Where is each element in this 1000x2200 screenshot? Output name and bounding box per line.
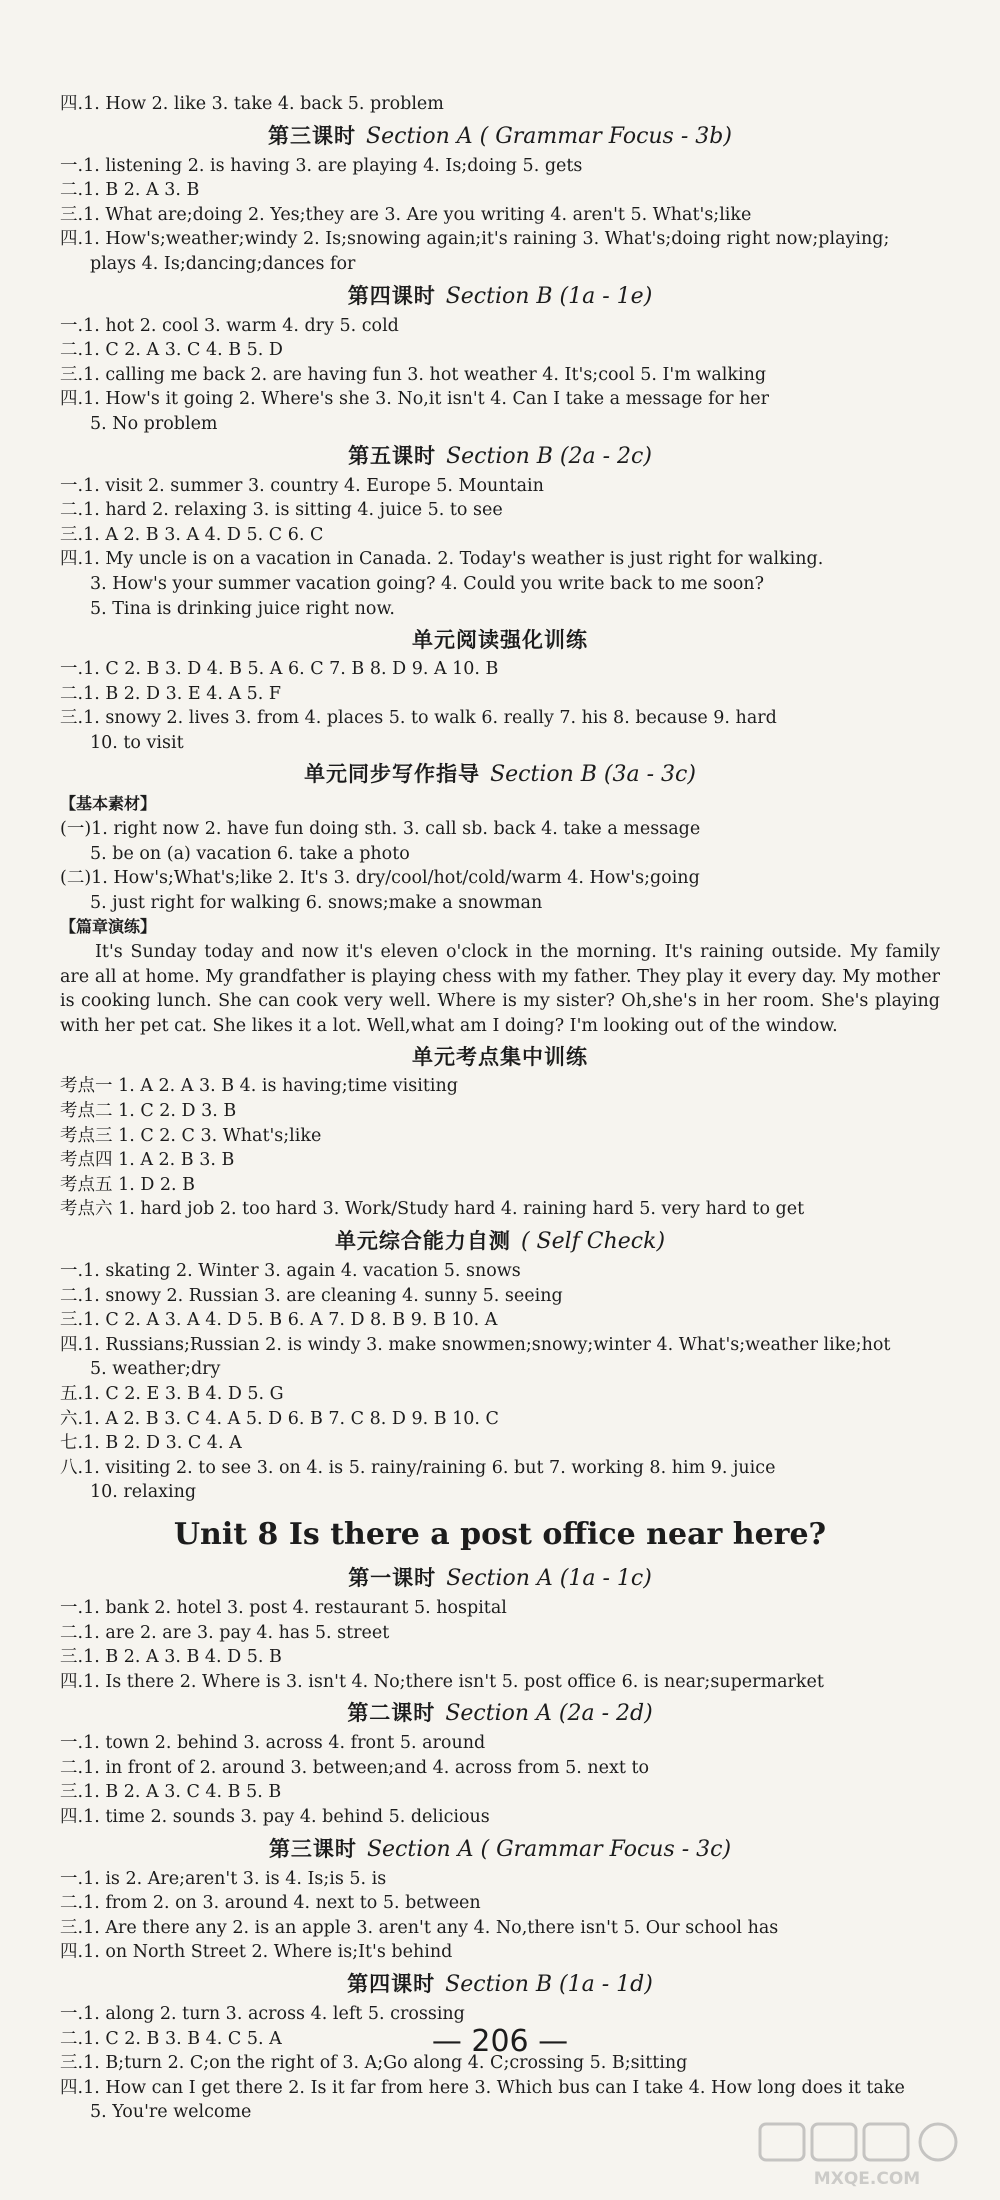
section-heading-zh: 第四课时 (347, 1972, 436, 1997)
answer-line-continued: 5. weather;dry (90, 1359, 221, 1380)
answer-line: 二.1. hard 2. relaxing 3. is sitting 4. juice 5. to see (60, 500, 503, 521)
watermark-logo (752, 2118, 982, 2192)
answer-line: 一.1. town 2. behind 3. across 4. front 5. around (60, 1733, 486, 1754)
answer-line: 七.1. B 2. D 3. C 4. A (60, 1433, 242, 1454)
answer-line: 二.1. C 2. A 3. C 4. B 5. D (60, 340, 283, 361)
section-heading (60, 1561, 940, 1596)
answer-line: 三.1. A 2. B 3. A 4. D 5. C 6. C (60, 524, 324, 545)
answer-line: 四.1. How can I get there 2. Is it far from here 3. Which bus can I take 4. How long does it take (60, 2077, 905, 2098)
answer-line: 一.1. along 2. turn 3. across 4. left 5. crossing (60, 2004, 465, 2025)
answer-line: 三.1. B 2. A 3. B 4. D 5. B (60, 1647, 282, 1668)
answer-line: 二.1. in front of 2. around 3. between;and 4. across from 5. next to (60, 1757, 650, 1778)
answer-line-continued: 5. just right for walking 6. snows;make a snowman (90, 892, 543, 913)
answer-line-continued: 5. No problem (90, 413, 218, 434)
answer-line: 一.1. C 2. B 3. D 4. B 5. A 6. C 7. B 8. D 9. A 10. B (60, 659, 499, 680)
section-heading (60, 1040, 940, 1074)
section-heading-en: Section B (1a - 1e) (445, 283, 653, 309)
answer-line: 一.1. listening 2. is having 3. are playing 4. Is;doing 5. gets (60, 155, 583, 176)
answer-line: 四.1. How's;weather;windy 2. Is;snowing again;it's raining 3. What's;doing right now;playing; (60, 229, 890, 250)
answer-line-continued: 5. You're welcome (90, 2102, 252, 2123)
answer-line: 四.1. Russians;Russian 2. is windy 3. make snowmen;snowy;winter 4. What's;weather like;hot (60, 1334, 891, 1355)
section-heading (60, 1832, 940, 1867)
section-heading-en: Section B (1a - 1d) (445, 1972, 653, 1998)
watermark-text: MXQE.COM (813, 2169, 921, 2189)
section-heading-zh: 第二课时 (347, 1701, 436, 1726)
answer-line-continued: 10. to visit (90, 732, 184, 753)
answer-line: 二.1. B 2. A 3. B (60, 180, 200, 201)
answer-line: 三.1. What are;doing 2. Yes;they are 3. Are you writing 4. aren't 5. What's;like (60, 204, 752, 225)
section-heading-zh: 第五课时 (348, 443, 437, 468)
answer-line: 二.1. snowy 2. Russian 3. are cleaning 4. sunny 5. seeing (60, 1285, 563, 1306)
section-heading-en: Section A ( Grammar Focus - 3b) (366, 123, 732, 149)
section-heading-zh: 单元同步写作指导 (304, 762, 481, 787)
answer-line: 二.1. from 2. on 3. around 4. next to 5. between (60, 1893, 481, 1914)
section-heading-zh: 第三课时 (268, 123, 357, 148)
section-heading-en: Section B (3a - 3c) (490, 762, 696, 788)
subsection-label: 【篇章演练】 (60, 917, 157, 937)
subsection-label: 【基本素材】 (60, 794, 157, 814)
page-number: — 206 — (431, 2024, 569, 2059)
answer-line: 三.1. B 2. A 3. C 4. B 5. B (60, 1782, 282, 1803)
answer-line-continued: 10. relaxing (90, 1482, 197, 1503)
section-heading (60, 1967, 940, 2002)
answer-line-continued: 5. Tina is drinking juice right now. (90, 598, 395, 619)
answer-line: 一.1. hot 2. cool 3. warm 4. dry 5. cold (60, 315, 399, 336)
section-heading-zh: 第三课时 (268, 1836, 357, 1861)
section-heading-zh: 第一课时 (348, 1565, 437, 1590)
section-heading (60, 439, 940, 474)
section-heading-zh: 单元考点集中训练 (412, 1045, 588, 1070)
answer-line: 六.1. A 2. B 3. C 4. A 5. D 6. B 7. C 8. D 9. B 10. C (60, 1408, 499, 1429)
answer-line: 五.1. C 2. E 3. B 4. D 5. G (60, 1383, 284, 1404)
section-heading (60, 279, 940, 314)
answer-line: 四.1. time 2. sounds 3. pay 4. behind 5. delicious (60, 1807, 490, 1828)
answer-line: 四.1. on North Street 2. Where is;It's behind (60, 1942, 453, 1963)
section-heading-zh: 单元阅读强化训练 (412, 628, 588, 653)
answer-line: 一.1. is 2. Are;aren't 3. is 4. Is;is 5. is (60, 1868, 387, 1889)
answer-line: 考点三 1. C 2. C 3. What's;like (60, 1125, 322, 1146)
answer-line: 八.1. visiting 2. to see 3. on 4. is 5. rainy/raining 6. but 7. working 8. him 9. juice (60, 1457, 776, 1478)
section-heading (60, 119, 940, 154)
answer-line-continued: plays 4. Is;dancing;dances for (90, 253, 356, 274)
sample-passage: It's Sunday today and now it's eleven o'clock in the morning. It's raining outside. My family are all at home. My grandfather is playing chess with my father. They play it every day. My mother is cooking lunch. She can cook very well. Where is my sister? Oh,she's in her room. She's playing with her pet cat. She likes it a lot. Well,what am I doing? I'm looking out of the window. (60, 942, 940, 1036)
section-heading (60, 757, 940, 792)
answer-line: 三.1. snowy 2. lives 3. from 4. places 5. to walk 6. really 7. his 8. because 9. hard (60, 708, 777, 729)
answer-line: 一.1. bank 2. hotel 3. post 4. restaurant 5. hospital (60, 1597, 507, 1618)
answer-key-content (60, 92, 940, 2125)
answer-line: 二.1. B 2. D 3. E 4. A 5. F (60, 683, 282, 704)
section-heading-en: Section B (2a - 2c) (446, 443, 652, 469)
answer-line-continued: 5. be on (a) vacation 6. take a photo (90, 843, 410, 864)
answer-line: 四.1. How's it going 2. Where's she 3. No,it isn't 4. Can I take a message for her (60, 389, 770, 410)
section-heading-en: Section A ( Grammar Focus - 3c) (366, 1836, 732, 1862)
section-heading (60, 623, 940, 657)
answer-line: 二.1. C 2. B 3. B 4. C 5. A (60, 2028, 282, 2049)
unit-title: Unit 8 Is there a post office near here? (173, 1516, 827, 1552)
section-heading (60, 1224, 940, 1259)
section-heading (60, 1696, 940, 1731)
answer-line: 一.1. skating 2. Winter 3. again 4. vacation 5. snows (60, 1260, 521, 1281)
answer-line: 考点一 1. A 2. A 3. B 4. is having;time visiting (60, 1076, 458, 1097)
answer-line: 考点四 1. A 2. B 3. B (60, 1150, 235, 1171)
answer-line: 二.1. are 2. are 3. pay 4. has 5. street (60, 1622, 390, 1643)
answer-line-continued: 3. How's your summer vacation going? 4. Could you write back to me soon? (90, 573, 764, 594)
answer-line: 考点五 1. D 2. B (60, 1174, 196, 1195)
answer-line: 四.1. My uncle is on a vacation in Canada. 2. Today's weather is just right for walking. (60, 549, 824, 570)
section-heading-en: Section A (1a - 1c) (446, 1565, 652, 1591)
answer-line: 四.1. How 2. like 3. take 4. back 5. problem (60, 94, 444, 114)
answer-line: 三.1. B;turn 2. C;on the right of 3. A;Go along 4. C;crossing 5. B;sitting (60, 2053, 688, 2074)
answer-line: 三.1. Are there any 2. is an apple 3. aren't any 4. No,there isn't 5. Our school has (60, 1917, 779, 1938)
answer-line: 三.1. C 2. A 3. A 4. D 5. B 6. A 7. D 8. B 9. B 10. A (60, 1310, 498, 1331)
section-heading-zh: 单元综合能力自测 (334, 1228, 511, 1253)
answer-line: 考点六 1. hard job 2. too hard 3. Work/Study hard 4. raining hard 5. very hard to get (60, 1199, 805, 1220)
answer-line: (一)1. right now 2. have fun doing sth. 3. call sb. back 4. take a message (60, 819, 701, 840)
answer-line: 一.1. visit 2. summer 3. country 4. Europe 5. Mountain (60, 475, 544, 496)
answer-line: 四.1. Is there 2. Where is 3. isn't 4. No;there isn't 5. post office 6. is near;supermarket (60, 1671, 824, 1692)
answer-line: 三.1. calling me back 2. are having fun 3. hot weather 4. It's;cool 5. I'm walking (60, 364, 767, 385)
watermark-logo-icon (752, 2118, 982, 2192)
answer-line: 考点二 1. C 2. D 3. B (60, 1101, 237, 1121)
section-heading-en: Section A (2a - 2d) (445, 1701, 653, 1727)
section-heading-zh: 第四课时 (347, 283, 436, 308)
answer-line: (二)1. How's;What's;like 2. It's 3. dry/cool/hot/cold/warm 4. How's;going (60, 868, 700, 889)
section-heading-en: ( Self Check) (520, 1228, 666, 1254)
